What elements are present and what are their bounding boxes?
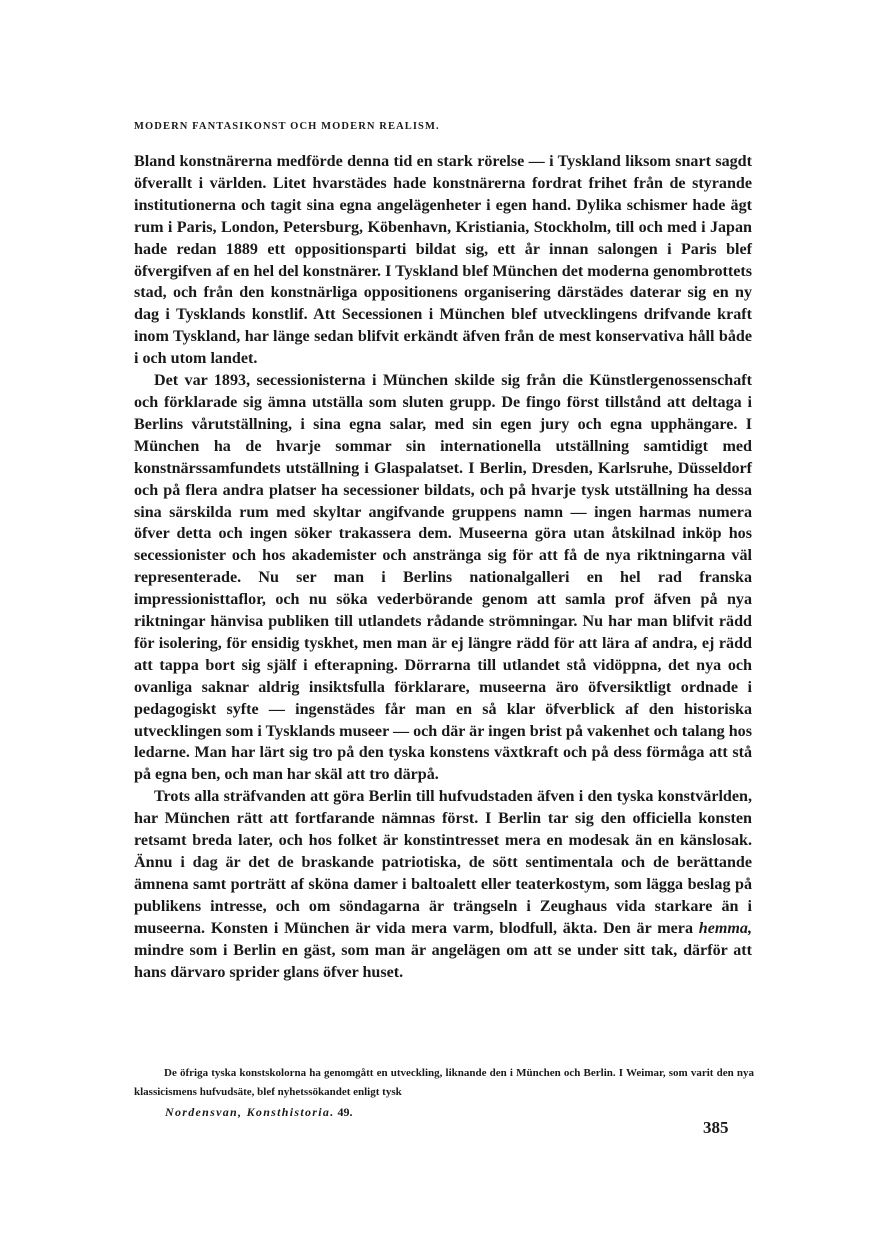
paragraph-3-tail: mindre som i Berlin en gäst, som man är angelägen om att se under sitt tak, därför att hans därvaro sprider glans öfver huset.	[134, 941, 752, 981]
paragraph-3-emphasis: hemma,	[698, 919, 752, 937]
footnote	[134, 1064, 754, 1102]
paragraph-3-text: Trots alla sträfvanden att göra Berlin till hufvudstaden äfven i den tyska konstvärlden, har München rätt att fortfarande nämnas först. I Berlin tar sig den officiella konsten retsamt breda later, och hos folket är konstintresset mera en modesak än en känslosak. Ännu i dag är det de braskande patriotiska, de sött sentimentala och de berättande ämnena samt porträtt af sköna damer i baltoalett eller teaterkostym, som lägga beslag på publikens intresse, och om söndagarna är trängseln i Zeughaus vida starkare än i museerna. Konsten i München är vida mera varm, blodfull, äkta. Den är mera	[134, 788, 752, 937]
paragraph-2: Det var 1893, secessionisterna i München skilde sig från die Künstlergenossenschaft och förklarade sig ämna utställa som sluten grupp. De fingo först tillstånd att deltaga i Berlins vårutställning, i sina egna salar, med sin egen jury och egna upphängare. I München ha de hvarje sommar sin internationella utställning samtidigt med konstnärssamfundets utställning i Glaspalatset. I Berlin, Dresden, Karlsruhe, Düsseldorf och på flera andra platser ha secessioner bildats, och på hvarje tysk utställning ha dessa sina särskilda rum med skyltar angifvande gruppens namn — ingen harmas numera öfver detta och ingen söker trakassera dem. Museerna göra utan åtskilnad inköp hos secessionister och hos akademister och anstränga sig för att få de nya riktningarna väl representerade. Nu ser man i Berlins nationalgalleri en hel rad franska impressionisttaflor, och nu söka vederbörande genom att samla prof äfven på nya riktningar hänvisa publiken till utlandets rådande strömningar. Nu har man blifvit rädd för isolering, för ensidig tyskhet, men man är ej längre rädd för att lära af andra, ej rädd att tappa bort sig själf i efterapning. Dörrarna till utlandet stå vidöppna, det nya och ovanliga saknar aldrig insiktsfulla förklarare, museerna äro öfversiktligt ordnade i pedagogiskt syfte — ingenstädes får man en så klar öfverblick af den historiska utvecklingen som i Tysklands museer — och där är ingen brist på vakenhet och talang hos ledarne. Man har lärt sig tro på den tyska konstens växtkraft och på dess förmåga att stå på egna ben, och man har skäl att tro därpå.	[134, 372, 752, 784]
body-text	[134, 151, 752, 983]
footnote-text: De öfriga tyska konstskolorna ha genomgått en utveckling, liknande den i München och Berlin. I Weimar, som varit den nya klassicismens hufvudsäte, blef nyhetssökandet enligt tysk	[134, 1067, 754, 1098]
signature-name: Nordensvan, Konsthistoria.	[165, 1105, 335, 1119]
signature-number: 49.	[337, 1105, 353, 1119]
paragraph-1: Bland konstnärerna medförde denna tid en stark rörelse — i Tyskland liksom snart sagdt öfverallt i världen. Litet hvarstädes hade konstnärerna fordrat frihet från de styrande institutionerna och tagit sina egna angelägenheter i egen hand. Dylika schismer hade ägt rum i Paris, London, Petersburg, Köbenhavn, Kristiania, Stockholm, till och med i Japan hade redan 1889 ett oppositionsparti bildat sig, ett år innan salongen i Paris blef öfvergifven af en hel del konstnärer. I Tyskland blef München det moderna genombrottets stad, och från den konstnärliga oppositionens organisering därstädes daterar sig en ny dag i Tysklands konstlif. Att Secessionen i München blef utvecklingens drifvande kraft inom Tyskland, har länge sedan blifvit erkändt äfven från de mest konservativa håll både i och utom landet.	[134, 153, 752, 368]
signature-line	[165, 1105, 353, 1120]
paragraph-3	[134, 786, 752, 983]
page-number: 385	[703, 1118, 729, 1137]
running-head: MODERN FANTASIKONST OCH MODERN REALISM.	[134, 121, 440, 132]
